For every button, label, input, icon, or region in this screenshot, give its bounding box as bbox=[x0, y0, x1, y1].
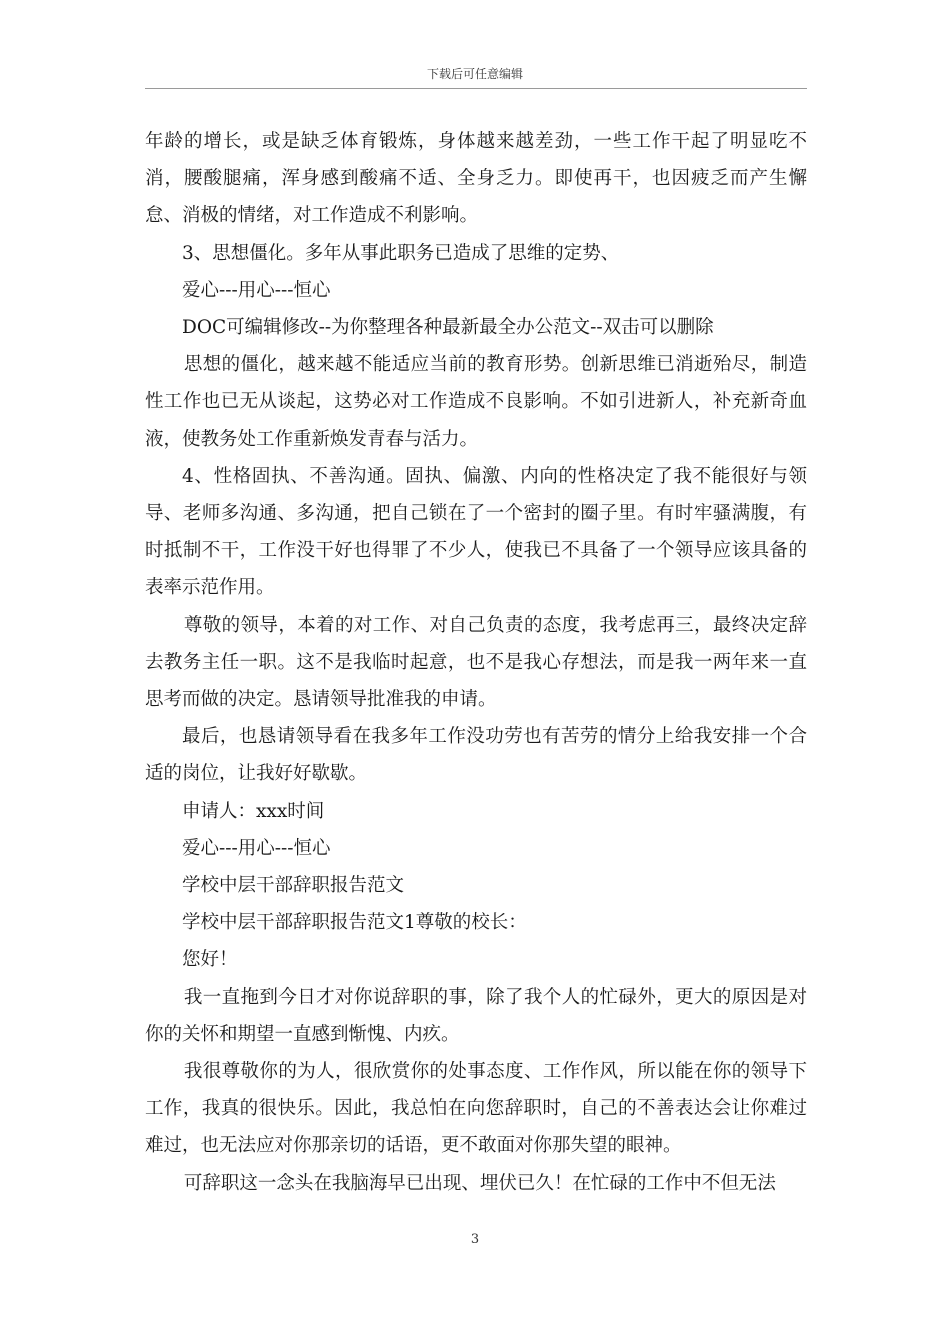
paragraph-final-request: 最后，也恳请领导看在我多年工作没功劳也有苦劳的情分上给我安排一个合适的岗位，让我好好歇歇。 bbox=[145, 726, 807, 785]
paragraph-rigid-thinking: 思想的僵化，越来越不能适应当前的教育形势。创新思维已消逝殆尽，制造性工作也已无从谈起，这势必对工作造成不良影响。不如引进新人，补充新奇血液，使教务处工作重新焕发青春与活力。 bbox=[145, 354, 807, 450]
page-number: 3 bbox=[470, 1232, 480, 1247]
paragraph-point-4: 4、性格固执、不善沟通。固执、偏激、内向的性格决定了我不能很好与领导、老师多沟通、多沟通，把自己锁在了一个密封的圈子里。有时牢骚满腹，有时抵制不干，工作没干好也得罪了不少人，使我已不具备了一个领导应该具备的表率示范作用。 bbox=[145, 465, 807, 599]
section-title: 学校中层干部辞职报告范文 bbox=[182, 875, 405, 897]
paragraph-continued: 年龄的增长，或是缺乏体育锻炼，身体越来越差劲，一些工作干起了明显吃不消，腰酸腿痛，浑身感到酸痛不适、全身乏力。即使再干，也因疲乏而产生懈怠、消极的情绪，对工作造成不利影响。 bbox=[145, 131, 807, 227]
document-body bbox=[145, 123, 807, 1202]
page-header: 下载后可任意编辑 bbox=[426, 67, 523, 81]
paragraph-resignation-decision: 尊敬的领导，本着的对工作、对自己负责的态度，我考虑再三，最终决定辞去教务主任一职。这不是我临时起意，也不是我心存想法，而是我一两年来一直思考而做的决定。恳请领导批准我的申请。 bbox=[145, 614, 807, 711]
sample-1-salutation: 学校中层干部辞职报告范文1尊敬的校长： bbox=[182, 912, 527, 934]
applicant-line: 申请人：xxx时间 bbox=[182, 800, 325, 822]
motto-line: 爱心---用心---恒心 bbox=[182, 837, 331, 859]
greeting-line: 您好！ bbox=[182, 949, 238, 971]
paragraph-delay-reason: 我一直拖到今日才对你说辞职的事，除了我个人的忙碌外，更大的原因是对你的关怀和期望一直感到惭愧、内疚。 bbox=[145, 986, 807, 1045]
paragraph-respect: 我很尊敬你的为人，很欣赏你的处事态度、工作作风，所以能在你的领导下工作，我真的很快乐。因此，我总怕在向您辞职时，自己的不善表达会让你难过难过，也无法应对你那亲切的话语，更不敢面对你那失望的眼神。 bbox=[145, 1061, 807, 1157]
motto-line: 爱心---用心---恒心 bbox=[182, 279, 331, 301]
paragraph-resignation-thought: 可辞职这一念头在我脑海早已出现、埋伏已久！在忙碌的工作中不但无法 bbox=[183, 1172, 776, 1194]
header-divider bbox=[145, 88, 807, 89]
doc-notice-line: DOC可编辑修改--为你整理各种最新最全办公范文--双击可以删除 bbox=[182, 317, 714, 339]
paragraph-point-3: 3、思想僵化。多年从事此职务已造成了思维的定势、 bbox=[182, 242, 620, 264]
